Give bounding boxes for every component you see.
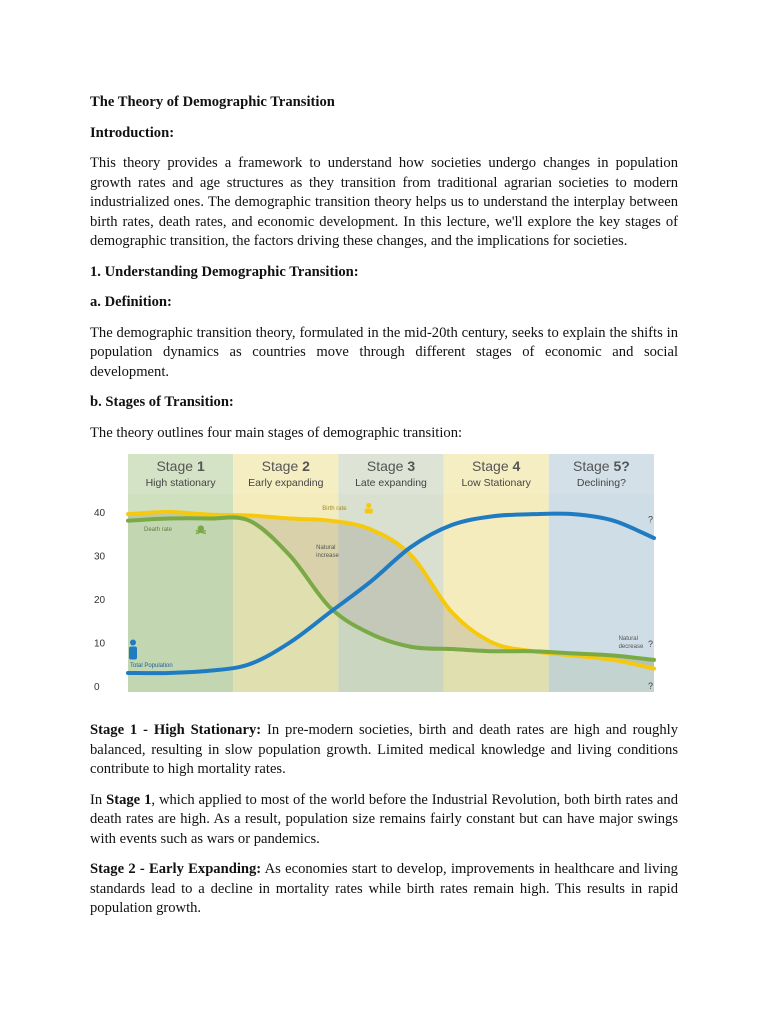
stage-3-title: Stage 3 [366,458,416,474]
intro-heading: Introduction: [90,124,175,141]
definition-paragraph: The demographic transition theory, formulated in the mid-20th century, seeks to explain the shifts in population dynamics as countries move through different stages of economic and social development. [90,324,678,380]
definition-heading: a. Definition: [90,294,172,310]
stages-heading: b. Stages of Transition: [90,394,234,410]
stage-1-title: Stage 1 [156,458,205,474]
baby-icon-head [366,503,371,508]
stage-5-title: Stage 5? [572,458,630,474]
stage-headers [128,454,654,494]
section-1-heading: 1. Understanding Demographic Transition: [90,263,359,280]
stage-1-text: In pre-modern societies, birth and death rates are high and roughly balanced, resulting in slow population growth. Limited medical knowledge and living conditions contribute to high mortality rates. [90,722,679,777]
stage-2-text: As economies start to develop, improvements in healthcare and living standards lead to a decline in mortality rates while birth rates remain high. This results in rapid population growth. [90,861,678,916]
y-tick-label: 30 [94,551,106,563]
document-title: The Theory of Demographic Transition [90,94,335,110]
y-tick-label: 20 [94,595,106,606]
stage-1b-paragraph [90,791,678,850]
y-tick-label: 40 [94,508,106,519]
stage-1-paragraph [90,721,678,780]
y-axis-ticks [94,508,106,693]
stage-4-title: Stage 4 [472,458,521,474]
baby-icon-body [365,508,373,513]
natural-increase-label: increase [316,552,339,559]
chart-svg [82,454,672,704]
document-body [90,93,678,930]
stage-1-lead: Stage 1 - High Stationary: [90,722,262,738]
y-tick-label: 10 [94,638,106,650]
stage-1b-pre: In [90,791,107,808]
stage-4-name: Low Stationary [461,477,531,489]
birth-rate-label: Birth rate [322,505,347,512]
unknown-marker: ? [648,514,654,525]
total-population-label: Total Population [130,662,173,669]
stage-2-title: Stage 2 [261,458,310,474]
death-rate-label: Death rate [144,527,173,534]
person-icon-body [129,647,137,660]
stage-2-paragraph [90,860,678,919]
intro-paragraph: This theory provides a framework to understand how societies undergo changes in population growth rates and age structures as they transition from traditional agrarian societies to modern industrialized ones. The demographic transition theory helps us to understand the interplay between birth rates, death rates, and economic development. In this lecture, we'll explore the key stages of demographic transition, the factors driving these changes, and the implications for societies. [90,155,678,249]
natural-decrease-label: Natural [618,635,638,642]
demographic-transition-chart [82,454,672,704]
person-icon [129,640,137,660]
unknown-marker: ? [648,681,654,691]
natural-increase-label: Natural [316,544,336,551]
stage-2-lead: Stage 2 - Early Expanding: [90,861,262,877]
stage-1b-bold: Stage 1 [106,791,152,808]
stage-2-name: Early expanding [248,477,324,489]
unknown-marker: ? [648,638,654,649]
stages-intro-paragraph: The theory outlines four main stages of demographic transition: [90,424,463,441]
stage-1-name: High stationary [145,477,216,489]
stage-3-name: Late expanding [355,477,427,489]
natural-decrease-label: decrease [618,643,644,650]
stage-5-name: Declining? [576,477,626,489]
y-tick-label: 0 [94,682,100,693]
person-icon-head [130,640,136,646]
stage-1b-text: , which applied to most of the world before the Industrial Revolution, both birth rates and death rates are high. As a result, population size remains fairly constant but can have major swings with events such as wars or pandemics. [90,791,678,847]
